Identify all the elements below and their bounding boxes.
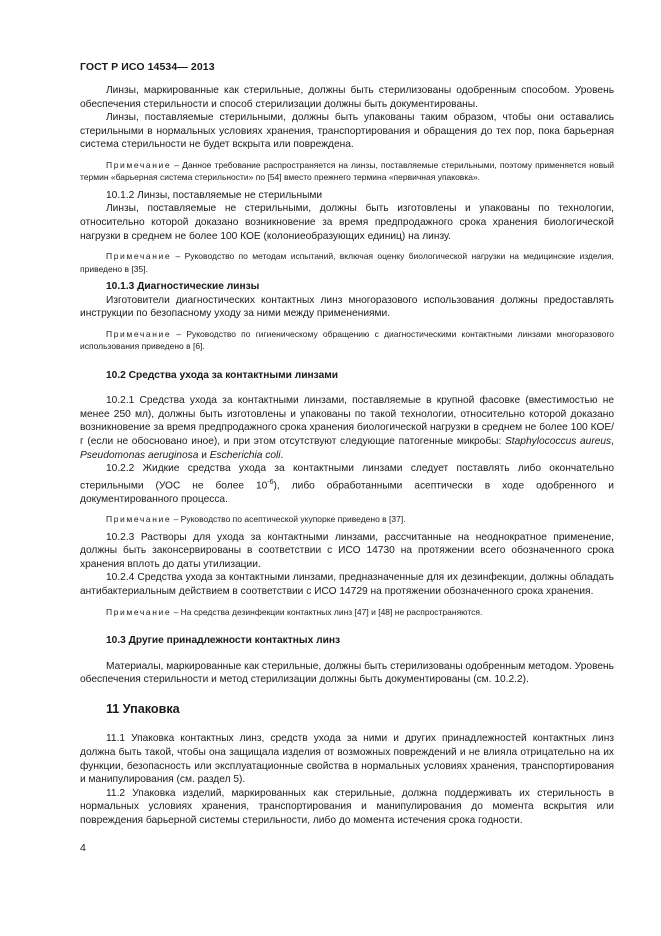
note-text: – Данное требование распространяется на линзы, поставляемые стерильными, поэтому применяется новый термин «барьерная система стерильности» по [54] вместо прежнего термина «первичная упаковка». [80,159,614,183]
note-label: Примечание [106,514,172,525]
paragraph-10-2-4: 10.2.4 Средства ухода за контактными линзами, предназначенные для их дезинфекции, должны обладать антибактериальным действием в соответствии с ИСО 14729 на протяжении обозначенного срока хранения. [80,572,614,598]
organism-2: Pseudomonas aeruginosa [80,449,199,461]
exponent: -6 [267,478,274,486]
paragraph-10-2-1 [80,394,614,462]
organism-3: Escherichia coli [209,449,281,461]
paragraph-nonsterile-lenses: Линзы, поставляемые не стерильными, должны быть изготовлены и упакованы по технологии, относительно которой доказано возникновение за время предпродажного срока хранения биологической нагрузки в среднем не более 100 КОЕ (колониеобразующих единиц) на линзу. [80,203,614,242]
paragraph-sterile-lenses: Линзы, маркированные как стерильные, должны быть стерилизованы одобренным способом. Уровень обеспечения стерильности и способ стерилизации должны быть документированы. [80,85,614,110]
page-content [80,84,614,828]
note-label: Примечание [106,159,172,170]
note-text: – Руководство по гигиеническому обращению с диагностическими контактными линзами многоразового использования приведено в [6]. [80,328,614,352]
paragraph-10-3: Материалы, маркированные как стерильные, должны быть стерилизованы одобренным методом. Уровень обеспечения стерильности и метод стерилизации должны быть документированы (см. 10.2.2). [80,660,614,686]
section-10-2-title: 10.2 Средства ухода за контактными линзами [106,369,339,381]
paragraph-11-2: 11.2 Упаковка изделий, маркированных как стерильные, должна поддерживать их стерильность в нормальных условиях хранения, транспортирования и манипулирования до момента вскрытия или повреждения барьерной системы стерильности, либо до момента истечения срока годности. [80,787,614,827]
section-10-1-2-title: 10.1.2 Линзы, поставляемые не стерильными [106,189,323,201]
p5-end: . [280,449,284,461]
paragraph-11-1: 11.1 Упаковка контактных линз, средств ухода за ними и других принадлежностей контактных линз должна быть такой, чтобы она защищала изделия от возможных повреждений и не влияла отрицательно на их функции, безопасность или эксплуатационные свойства в нормальных условиях хранения, транспортирования и манипулирования (см. раздел 5). [80,733,614,786]
section-10-3-title: 10.3 Другие принадлежности контактных линз [106,635,341,647]
note-test-methods [80,250,614,275]
paragraph-10-2-3: 10.2.3 Растворы для ухода за контактными линзами, рассчитанные на неоднократное применение, должны быть законсервированы в соответствии с ИСО 14730 на протяжении всего обозначенного срока хранения вплоть до даты утилизации. [80,531,614,570]
note-aseptic [80,513,614,525]
note-label: Примечание [106,328,172,339]
p5-sep: , [611,435,614,447]
note-text: – Руководство по асептической укупорке приведено в [37]. [171,514,406,525]
paragraph-diagnostic-lenses: Изготовители диагностических контактных линз многоразового использования должны предоставлять инструкции по безопасному уходу за ними между применениями. [80,294,614,320]
p6-text: ), либо обработанными асептически в ходе одобренного и документированного процесса. [80,480,614,505]
page-number: 4 [80,842,86,854]
p6-text: 10.2.2 Жидкие средства ухода за контактными линзами следует поставлять либо окончательно стерильными (УОС не более 10 [80,463,614,492]
note-label: Примечание [106,606,172,617]
section-10-1-3-title: 10.1.3 Диагностические линзы [106,280,260,292]
paragraph-10-2-2 [80,462,614,506]
organism-1: Staphylococcus aureus [504,435,612,447]
document-header: ГОСТ Р ИСО 14534— 2013 [80,61,215,73]
note-text: – На средства дезинфекции контактных линз [47] и [48] не распространяются. [171,606,483,617]
p5-text: 10.2.1 Средства ухода за контактными линзами, поставляемые в крупной фасовке (вместимостью не менее 250 мл), должны быть изготовлены и упакованы по такой технологии, относительно которой доказано возникновение за время предпродажного срока хранения биологической нагрузки в среднем не более 100 КОЕ/г (если не обосновано иное), и при этом отсутствуют следующие патогенные микробы: [80,395,614,447]
note-text: – Руководство по методам испытаний, включая оценку биологической нагрузки на медицинские изделия, приведено в [35]. [80,251,614,274]
paragraph-sterile-packaging: Линзы, поставляемые стерильными, должны быть упакованы таким образом, чтобы они оставались стерильными в нормальных условиях хранения, транспортирования и обращения до тех пор, пока барьерная система стерильности не будет вскрыта или повреждена. [80,112,614,151]
note-label: Примечание [106,251,172,262]
note-hygienic-handling [80,328,614,353]
note-disinfection [80,606,614,618]
note-sterility-barrier [80,159,614,184]
section-11-title: 11 Упаковка [106,701,180,716]
p5-sep: и [198,449,210,461]
